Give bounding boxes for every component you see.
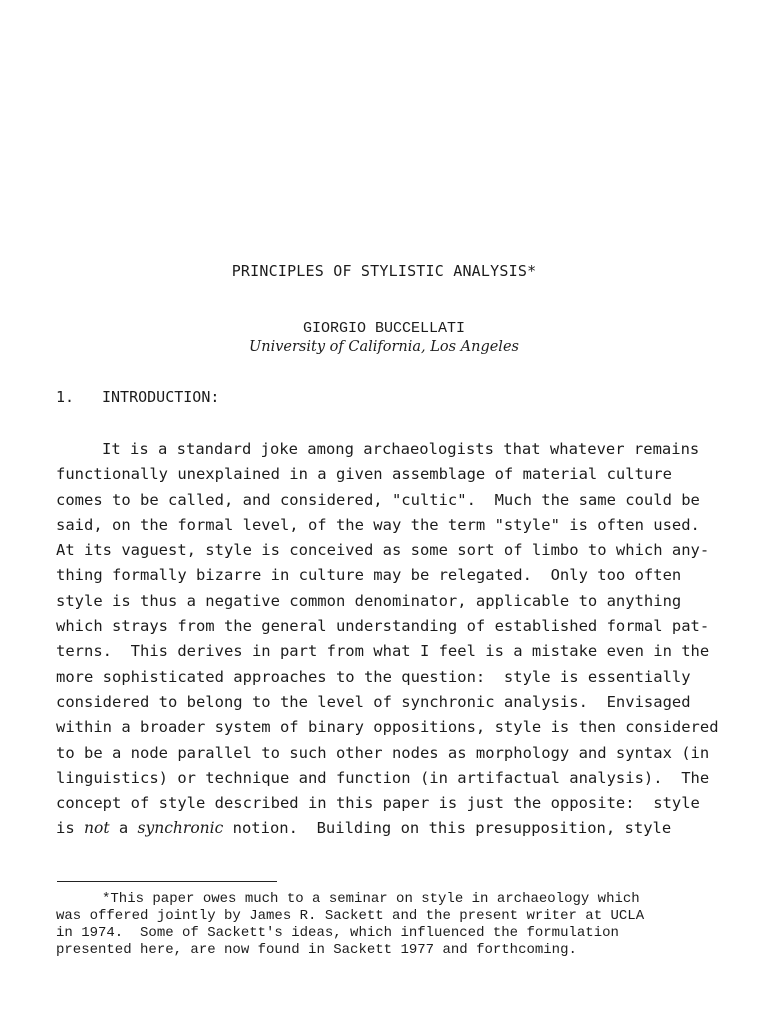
- section-heading: [56, 388, 219, 406]
- paragraph-line: said, on the formal level, of the way the term "style" is often used.: [56, 515, 700, 534]
- text-run: a: [109, 819, 138, 838]
- footnote-line: in 1974. Some of Sackett's ideas, which influenced the formulation: [56, 925, 619, 941]
- paragraph-line: comes to be called, and considered, "cultic". Much the same could be: [56, 490, 700, 509]
- paragraph-line: to be a node parallel to such other nodes as morphology and syntax (in: [56, 743, 710, 762]
- paragraph-line: considered to belong to the level of synchronic analysis. Envisaged: [56, 692, 691, 711]
- paragraph-line: style is thus a negative common denominator, applicable to anything: [56, 591, 682, 610]
- author-name: GIORGIO BUCCELLATI: [302, 320, 466, 337]
- paragraph-line: thing formally bizarre in culture may be relegated. Only too often: [56, 566, 682, 585]
- text-run: is: [56, 819, 84, 838]
- paragraph-line: concept of style described in this paper is just the opposite: style: [56, 794, 700, 813]
- paragraph-line: more sophisticated approaches to the question: style is essentially: [56, 667, 691, 686]
- paragraph-line: which strays from the general understanding of established formal pat-: [56, 617, 710, 636]
- paragraph-line: within a broader system of binary oppositions, style is then considered: [56, 718, 719, 737]
- paragraph-line: functionally unexplained in a given assemblage of material culture: [56, 465, 672, 484]
- paragraph-line: It is a standard joke among archaeologists that whatever remains: [102, 440, 700, 458]
- section-number: 1.: [56, 388, 75, 406]
- footnote-line: was offered jointly by James R. Sackett and the present writer at UCLA: [56, 908, 645, 924]
- paragraph-line: At its vaguest, style is conceived as some sort of limbo to which any-: [56, 541, 710, 560]
- emphasis-text: synchronic: [137, 819, 224, 838]
- paragraph-line: linguistics) or technique and function (in artifactual analysis). The: [56, 768, 710, 787]
- paragraph-last-line: [56, 816, 716, 841]
- section-title: INTRODUCTION:: [102, 388, 220, 406]
- text-run: notion. Building on this presupposition, style: [223, 819, 672, 838]
- footnote: [56, 891, 716, 959]
- author-affiliation: University of California, Los Angeles: [249, 339, 519, 355]
- emphasis-text: not: [84, 819, 110, 838]
- footnote-divider: [57, 881, 277, 882]
- footnote-line: presented here, are now found in Sackett 1977 and forthcoming.: [56, 942, 577, 958]
- introduction-paragraph: [56, 437, 719, 842]
- paragraph-line: terns. This derives in part from what I feel is a mistake even in the: [56, 642, 710, 661]
- paper-title: PRINCIPLES OF STYLISTIC ANALYSIS*: [231, 262, 537, 280]
- footnote-line: *This paper owes much to a seminar on style in archaeology which: [102, 891, 640, 907]
